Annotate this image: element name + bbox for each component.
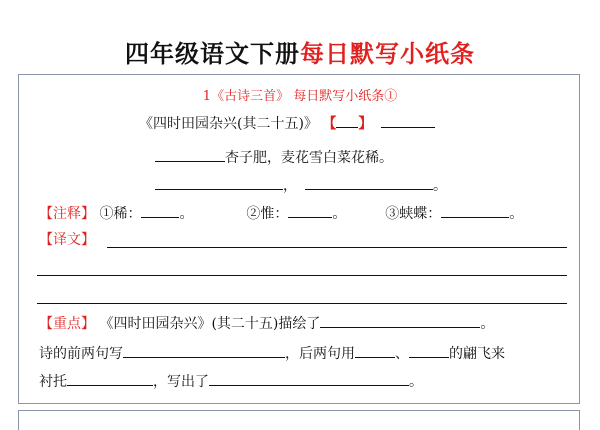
line2-period: 。 — [433, 178, 447, 194]
author-name-blank[interactable] — [381, 113, 435, 128]
note-1: ①稀： — [99, 206, 142, 222]
key-line2-d: 的翩飞来 — [449, 346, 505, 362]
key-line3-a: 衬托 — [39, 374, 67, 390]
note-2: ②惟： — [246, 206, 289, 222]
key-line3-blank-2[interactable] — [209, 371, 409, 386]
key-line2-a: 诗的前两句写 — [39, 346, 123, 362]
key-line2-b: ，后两句用 — [285, 346, 355, 362]
note3-period: 。 — [509, 206, 524, 222]
line1-text: 杏子肥，麦花雪白菜花稀。 — [225, 150, 393, 166]
key-line2-blank-2[interactable] — [355, 343, 395, 358]
line2-blank-2[interactable] — [305, 175, 433, 190]
author-bracket-close: 】 — [358, 116, 373, 132]
key-line1-text: 《四时田园杂兴》(其二十五)描绘了 — [99, 316, 321, 332]
poem-title-row — [139, 113, 435, 133]
line2-comma: ， — [283, 178, 297, 194]
note1-period: 。 — [179, 206, 194, 222]
key-line3-period: 。 — [409, 374, 423, 390]
note1-blank[interactable] — [141, 203, 179, 218]
poem-title: 《四时田园杂兴(其二十五)》 — [139, 116, 318, 132]
page-title — [0, 34, 600, 69]
key-line2-blank-3[interactable] — [409, 343, 449, 358]
key-line-1 — [39, 313, 494, 333]
author-blank[interactable] — [336, 113, 358, 128]
title-red: 每日默写小纸条 — [300, 40, 475, 68]
notes-row — [39, 203, 523, 223]
key-line3-b: ，写出了 — [153, 374, 209, 390]
key-line2-c: 、 — [395, 346, 409, 362]
key-label: 【重点】 — [39, 316, 95, 332]
translation-line-1[interactable] — [107, 247, 567, 248]
line2-blank-1[interactable] — [155, 175, 283, 190]
key-line-2 — [39, 343, 505, 363]
key-line1-blank[interactable] — [320, 313, 480, 328]
translation-label: 【译文】 — [39, 232, 95, 248]
translation-label-row — [39, 229, 95, 249]
card-subtitle: 1《古诗三首》 每日默写小纸条① — [202, 89, 398, 104]
dictation-card — [18, 74, 580, 404]
key-line2-blank-1[interactable] — [123, 343, 285, 358]
translation-line-3[interactable] — [37, 303, 567, 304]
next-card-edge — [18, 410, 580, 430]
key-line-3 — [39, 371, 423, 391]
translation-line-2[interactable] — [37, 275, 567, 276]
key-line3-blank-1[interactable] — [67, 371, 153, 386]
author-bracket-open: 【 — [322, 116, 337, 132]
note-3: ③蛱蝶： — [385, 206, 442, 222]
poem-line-1 — [155, 147, 393, 167]
line1-blank[interactable] — [155, 147, 225, 162]
note2-period: 。 — [332, 206, 347, 222]
notes-label: 【注释】 — [39, 206, 95, 222]
key-line1-period: 。 — [480, 316, 495, 332]
note3-blank[interactable] — [441, 203, 509, 218]
note2-blank[interactable] — [288, 203, 332, 218]
title-black: 四年级语文下册 — [125, 40, 300, 68]
poem-line-2 — [155, 175, 447, 195]
